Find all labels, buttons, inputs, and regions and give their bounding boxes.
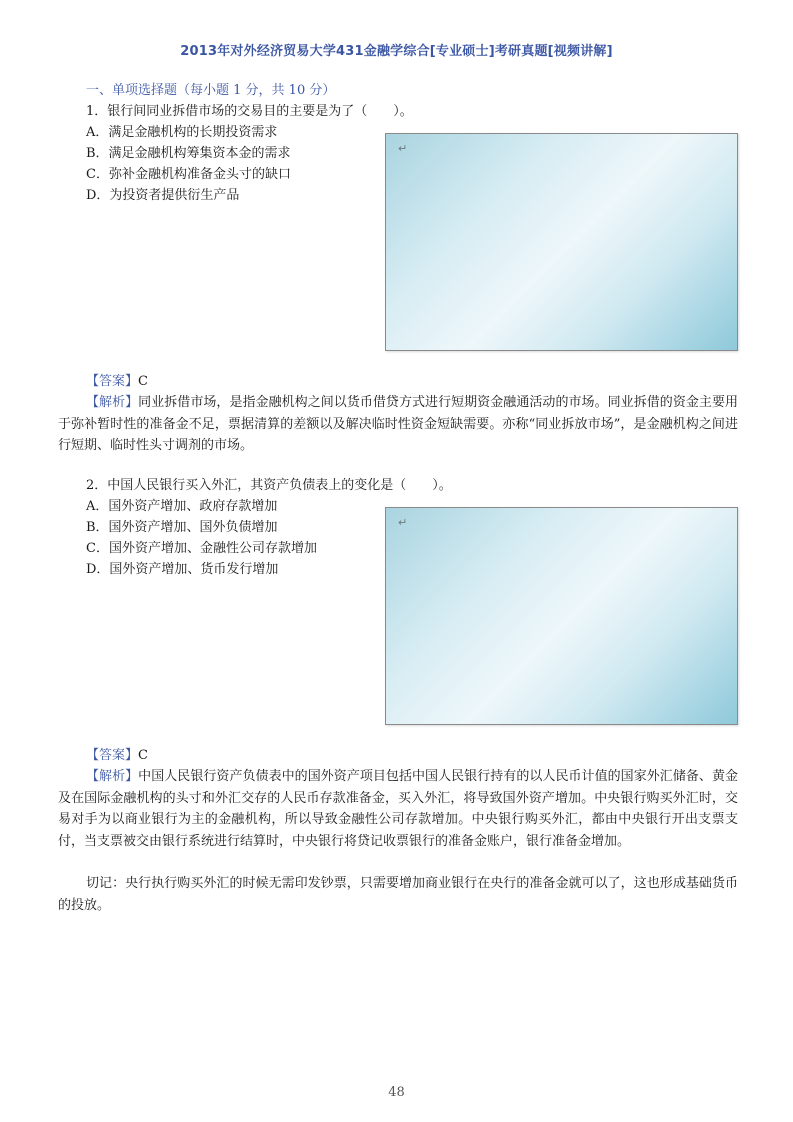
question-1-video-box[interactable] [385, 133, 738, 351]
analysis-tag: 【解析】 [86, 769, 139, 784]
question-2-analysis [58, 766, 738, 852]
question-1-analysis-text: 同业拆借市场，是指金融机构之间以货币借贷方式进行短期资金融通活动的市场。同业拆借的资金主要用于弥补暂时性的准备金不足，票据清算的差额以及解决临时性资金短缺需要。亦称“同业拆放市场”，是金融机构之间进行短期、临时性头寸调剂的市场。 [58, 395, 738, 453]
question-2-option-b: B．国外资产增加、国外负债增加 [86, 520, 278, 535]
question-2-video-box[interactable] [385, 507, 738, 725]
question-1-stem: 1．银行间同业拆借市场的交易目的主要是为了（ ）。 [86, 104, 413, 119]
page-number: 48 [388, 1085, 405, 1100]
question-2-stem: 2．中国人民银行买入外汇，其资产负债表上的变化是（ ）。 [86, 478, 452, 493]
question-1-answer-line [86, 371, 148, 392]
question-2-option-c: C．国外资产增加、金融性公司存款增加 [86, 541, 317, 556]
question-2-option-a: A．国外资产增加、政府存款增加 [86, 499, 278, 514]
answer-tag: 【答案】 [86, 374, 139, 389]
question-2-answer-line [86, 745, 148, 766]
return-mark-icon: ↵ [398, 142, 408, 155]
analysis-tag: 【解析】 [86, 395, 139, 410]
answer-tag: 【答案】 [86, 748, 139, 763]
question-2-analysis-text: 中国人民银行资产负债表中的国外资产项目包括中国人民银行持有的以人民币计值的国家外汇储备、黄金及在国际金融机构的头寸和外汇交存的人民币存款准备金，买入外汇，将导致国外资产增加。中央银行购买外汇时，交易对手为以商业银行为主的金融机构，所以导致金融性公司存款增加。中央银行购买外汇，都由中央银行开出支票支付，当支票被交由银行系统进行结算时，中央银行将贷记收票银行的准备金账户，银行准备金增加。 [58, 769, 738, 849]
question-2-note: 切记：央行执行购买外汇的时候无需印发钞票，只需要增加商业银行在央行的准备金就可以了，这也形成基础货币的投放。 [58, 876, 738, 913]
page-header-title: 2013年对外经济贸易大学431金融学综合[专业硕士]考研真题[视频讲解] [180, 44, 613, 59]
section-title: 一、单项选择题（每小题 1 分，共 10 分） [86, 83, 336, 98]
question-2-option-d: D．国外资产增加、货币发行增加 [86, 562, 279, 577]
question-1-answer: C [138, 374, 148, 389]
question-1-option-c: C．弥补金融机构准备金头寸的缺口 [86, 167, 291, 182]
question-1-option-b: B．满足金融机构筹集资本金的需求 [86, 146, 291, 161]
question-2-answer: C [138, 748, 148, 763]
return-mark-icon: ↵ [398, 516, 408, 529]
question-1-option-d: D．为投资者提供衍生产品 [86, 188, 240, 203]
question-1-option-a: A．满足金融机构的长期投资需求 [86, 125, 278, 140]
question-1-analysis [58, 392, 738, 457]
